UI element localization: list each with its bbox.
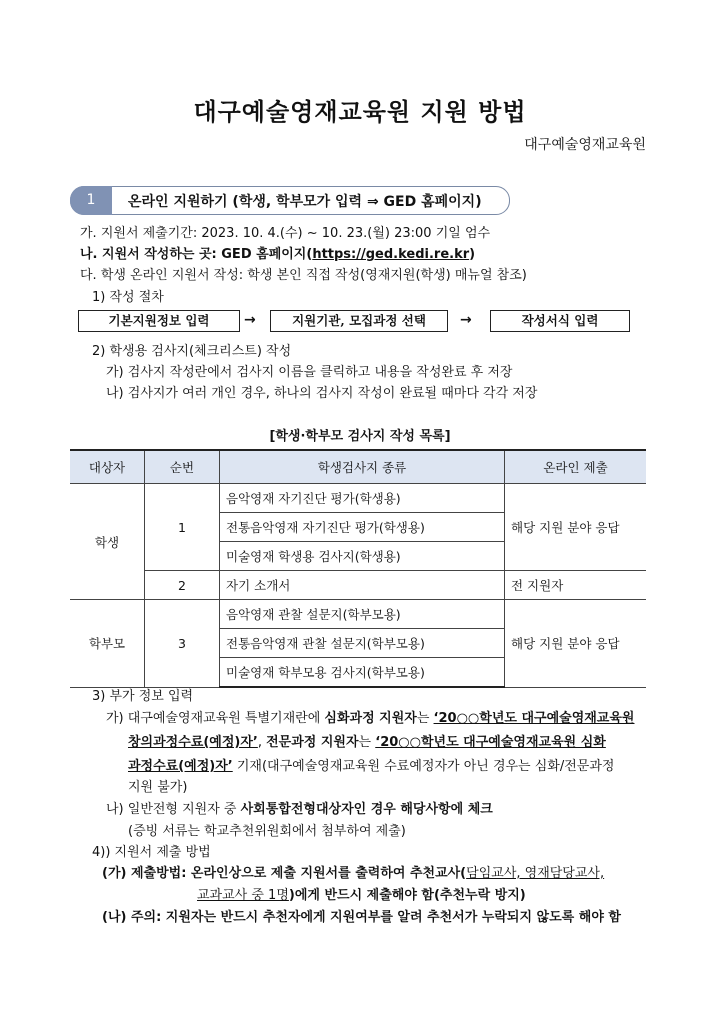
col-number: 순번 (145, 450, 220, 484)
extra-na-line2: (증빙 서류는 학교추천위원회에서 첨부하여 제출) (128, 824, 406, 839)
extra-ga-line1 (106, 707, 635, 726)
row-number: 1 (145, 484, 220, 571)
checklist-ga: 가) 검사지 작성란에서 검사지 이름을 클릭하고 내용을 작성완료 후 저장 (106, 365, 513, 380)
page-title: 대구예술영재교육원 지원 방법 (193, 98, 527, 126)
text: , (257, 735, 267, 750)
checklist-table (70, 449, 646, 688)
organization-name: 대구예술영재교육원 (524, 137, 646, 153)
form-name: 전통음악영재 자기진단 평가(학생용) (220, 513, 505, 542)
form-name: 전통음악영재 관찰 설문지(학부모용) (220, 629, 505, 658)
emphasis: 과정수료(예정)자’ (128, 759, 233, 774)
col-submit: 온라인 제출 (505, 450, 647, 484)
emphasis: ‘20○○학년도 대구예술영재교육원 심화 (375, 735, 606, 750)
col-target: 대상자 (70, 450, 145, 484)
submit-ga-line1 (102, 862, 604, 881)
extra-info-title: 3) 부가 정보 입력 (92, 689, 194, 704)
submit-scope: 해당 지원 분야 응답 (505, 600, 647, 688)
extra-ga-line4: 지원 불가) (128, 780, 188, 795)
extra-na-line1 (106, 798, 493, 817)
form-name: 음악영재 자기진단 평가(학생용) (220, 484, 505, 513)
flow-arrow-icon: → (460, 312, 472, 328)
section-number: 1 (70, 186, 112, 215)
text: )에게 반드시 제출해야 함(추천누락 방지) (288, 888, 526, 903)
table-row (70, 571, 646, 600)
emphasis: 심화과정 지원자 (324, 711, 417, 726)
form-name: 미술영재 학생용 검사지(학생용) (220, 542, 505, 571)
submit-title: 4)) 지원서 제출 방법 (92, 845, 211, 860)
table-header-row (70, 450, 646, 484)
emphasis: 교과교사 중 1명 (197, 888, 289, 903)
text: 는 (358, 735, 376, 750)
item-da-student-write: 다. 학생 온라인 지원서 작성: 학생 본인 직접 작성(영재지원(학생) 매뉴얼 참조) (80, 268, 527, 283)
table-row (70, 484, 646, 513)
text: 나) 일반전형 지원자 중 (106, 802, 241, 817)
submit-scope: 전 지원자 (505, 571, 647, 600)
form-name: 음악영재 관찰 설문지(학부모용) (220, 600, 505, 629)
table-caption: [학생·학부모 검사지 작성 목록] (269, 429, 451, 444)
extra-ga-line3 (128, 755, 614, 774)
flow-arrow-icon: → (244, 312, 256, 328)
emphasis: 전문과정 지원자 (266, 735, 359, 750)
flow-step-institution: 지원기관, 모집과정 선택 (270, 310, 448, 332)
form-name: 미술영재 학부모용 검사지(학부모용) (220, 658, 505, 688)
text: 는 (416, 711, 434, 726)
emphasis: 사회통합전형대상자인 경우 해당사항에 체크 (240, 802, 493, 817)
section-title: 온라인 지원하기 (학생, 학부모가 입력 ⇒ GED 홈페이지) (128, 194, 482, 210)
ged-link[interactable]: https://ged.kedi.re.kr (312, 247, 470, 262)
emphasis: ‘20○○학년도 대구예술영재교육원 (433, 711, 635, 726)
text: 가) 대구예술영재교육원 특별기재란에 (106, 711, 325, 726)
row-number: 3 (145, 600, 220, 688)
form-name: 자기 소개서 (220, 571, 505, 600)
item-na-where (80, 243, 475, 262)
extra-ga-line2 (128, 731, 606, 750)
flow-step-basic-info: 기본지원정보 입력 (78, 310, 240, 332)
target-parent: 학부모 (70, 600, 145, 688)
item-ga-deadline: 가. 지원서 제출기간: 2023. 10. 4.(수) ~ 10. 23.(월) 23:00 기일 엄수 (80, 226, 491, 241)
checklist-na: 나) 검사지가 여러 개인 경우, 하나의 검사지 작성이 완료될 때마다 각각 저장 (106, 386, 538, 401)
table-row (70, 600, 646, 629)
submit-na-line: (나) 주의: 지원자는 반드시 추천자에게 지원여부를 알려 추천서가 누락되지 않도록 해야 함 (102, 910, 621, 925)
col-type: 학생검사지 종류 (220, 450, 505, 484)
target-student: 학생 (70, 484, 145, 600)
checklist-title: 2) 학생용 검사지(체크리스트) 작성 (92, 344, 292, 359)
text: 기재(대구예술영재교육원 수료예정자가 아닌 경우는 심화/전문과정 (232, 759, 615, 774)
step-title: 1) 작성 절차 (92, 290, 164, 305)
where-suffix: ) (469, 247, 476, 262)
where-prefix: 나. 지원서 작성하는 곳: GED 홈페이지( (80, 247, 313, 262)
submit-ga-line2 (197, 884, 526, 903)
row-number: 2 (145, 571, 220, 600)
flow-step-forms: 작성서식 입력 (490, 310, 630, 332)
text: (가) 제출방법: 온라인상으로 제출 지원서를 출력하여 추천교사( (102, 866, 467, 881)
emphasis: 담임교사, 영재담당교사, (466, 866, 605, 881)
emphasis: 창의과정수료(예정)자’ (128, 735, 258, 750)
submit-scope: 해당 지원 분야 응답 (505, 484, 647, 571)
